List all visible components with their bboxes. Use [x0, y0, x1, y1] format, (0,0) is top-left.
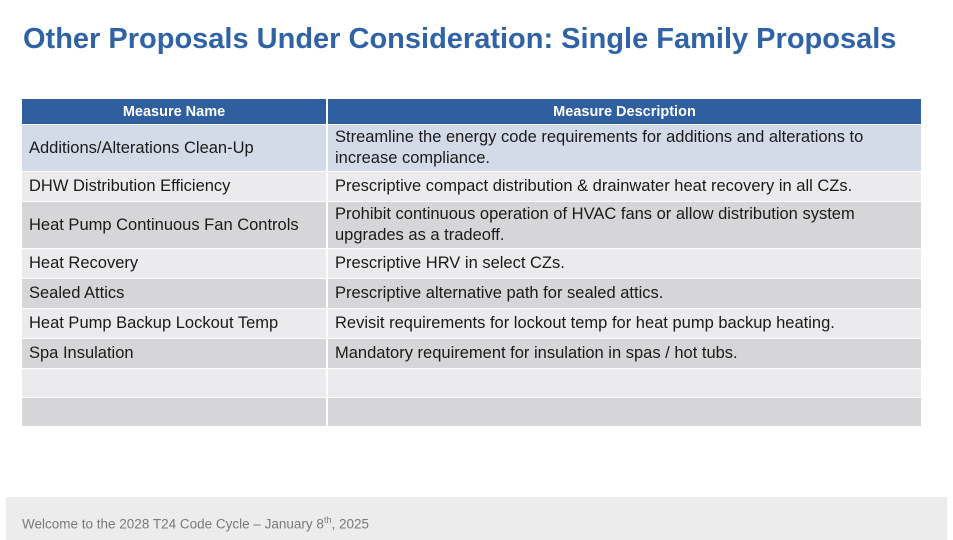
measures-table [22, 99, 921, 426]
measure-description-cell: Revisit requirements for lockout temp for heat pump backup heating. [327, 309, 921, 339]
slide-title: Other Proposals Under Consideration: Single Family Proposals [23, 23, 897, 55]
measure-name-cell: Heat Pump Backup Lockout Temp [22, 309, 327, 339]
table-row [22, 339, 921, 369]
measure-description-cell [327, 398, 921, 427]
footer-text [22, 515, 369, 532]
measure-description-cell [327, 369, 921, 398]
table-row [22, 125, 921, 172]
footer-text-year: , 2025 [331, 516, 369, 532]
header-measure-description: Measure Description [327, 99, 921, 125]
table-row [22, 202, 921, 249]
table-header-row [22, 99, 921, 125]
measure-description-cell: Prescriptive HRV in select CZs. [327, 249, 921, 279]
footer-bar [6, 497, 947, 540]
footer-superscript: th [323, 515, 332, 525]
measure-description-cell: Prescriptive alternative path for sealed attics. [327, 279, 921, 309]
measure-name-cell: Additions/Alterations Clean-Up [22, 125, 327, 172]
table-row [22, 249, 921, 279]
table-row [22, 279, 921, 309]
measure-name-cell [22, 398, 327, 427]
footer-text-main: Welcome to the 2028 T24 Code Cycle – January 8 [22, 516, 324, 532]
measure-description-cell: Prescriptive compact distribution & drainwater heat recovery in all CZs. [327, 172, 921, 202]
measure-name-cell [22, 369, 327, 398]
table-row-empty [22, 369, 921, 398]
measure-name-cell: Heat Pump Continuous Fan Controls [22, 202, 327, 249]
header-measure-name: Measure Name [22, 99, 327, 125]
measure-name-cell: Sealed Attics [22, 279, 327, 309]
measure-name-cell: Spa Insulation [22, 339, 327, 369]
measure-name-cell: Heat Recovery [22, 249, 327, 279]
table-row [22, 309, 921, 339]
measure-description-cell: Streamline the energy code requirements for additions and alterations to increase compliance. [327, 125, 921, 172]
table-row-empty [22, 398, 921, 427]
measure-description-cell: Prohibit continuous operation of HVAC fans or allow distribution system upgrades as a tradeoff. [327, 202, 921, 249]
table-row [22, 172, 921, 202]
measure-name-cell: DHW Distribution Efficiency [22, 172, 327, 202]
measure-description-cell: Mandatory requirement for insulation in spas / hot tubs. [327, 339, 921, 369]
